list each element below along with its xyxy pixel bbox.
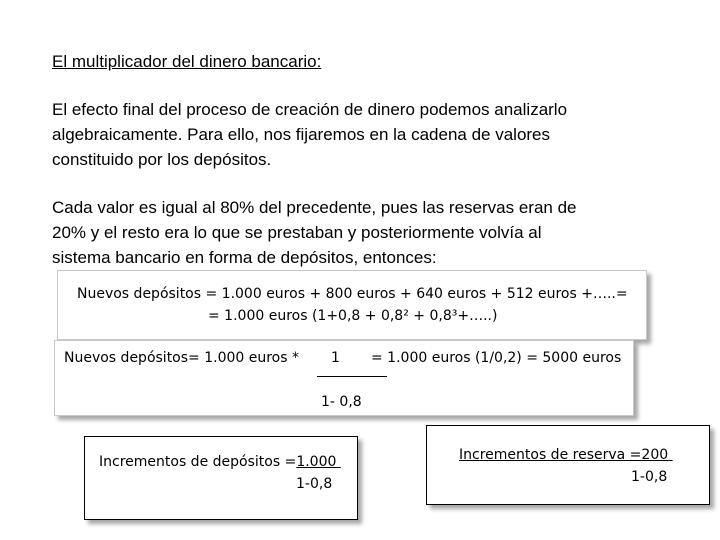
deposit-series-box	[57, 270, 647, 340]
paragraph-explanation	[52, 195, 692, 270]
multiplier-formula-box	[54, 340, 634, 416]
series-equation-line-2: = 1.000 euros (1+0,8 + 0,8² + 0,8³+…..)	[208, 308, 498, 324]
paragraph-line: sistema bancario en forma de depósitos, entonces:	[52, 248, 437, 267]
deposit-increment-box	[84, 436, 358, 520]
reserve-increment-denominator: 1-0,8	[631, 469, 668, 485]
paragraph-line: El efecto final del proceso de creación de dinero podemos analizarlo	[52, 100, 568, 119]
deposit-increment-underline-pad	[336, 454, 340, 470]
reserve-increment-label: Incrementos de reserva	[459, 447, 626, 463]
paragraph-line: 20% y el resto era lo que se prestaban y posteriormente volvía al	[52, 223, 542, 242]
paragraph-line: algebraicamente. Para ello, nos fijaremos en la cadena de valores	[52, 125, 551, 144]
formula-left: Nuevos depósitos= 1.000 euros *	[64, 350, 299, 366]
formula-numerator: 1	[331, 350, 340, 366]
deposit-increment-denominator: 1-0,8	[296, 476, 333, 492]
paragraph-intro	[52, 97, 692, 172]
formula-result: = 1.000 euros (1/0,2) = 5000 euros	[371, 350, 622, 366]
reserve-increment-numerator: =200	[625, 447, 669, 463]
deposit-increment-numerator: 1.000	[296, 454, 337, 470]
fraction-bar	[317, 376, 387, 377]
paragraph-line: constituido por los depósitos.	[52, 150, 272, 169]
formula-denominator: 1- 0,8	[321, 394, 362, 410]
reserve-increment-formula	[459, 447, 673, 463]
deposit-increment-label: Incrementos de depósitos =	[99, 454, 297, 470]
slide-title: El multiplicador del dinero bancario:	[52, 52, 322, 71]
paragraph-line: Cada valor es igual al 80% del precedente, pues las reservas eran de	[52, 198, 577, 217]
reserve-increment-box	[426, 425, 710, 505]
reserve-increment-underline-pad	[668, 447, 672, 463]
series-equation-line-1: Nuevos depósitos = 1.000 euros + 800 euros + 640 euros + 512 euros +…..=	[77, 286, 628, 302]
deposit-increment-formula	[99, 454, 341, 470]
